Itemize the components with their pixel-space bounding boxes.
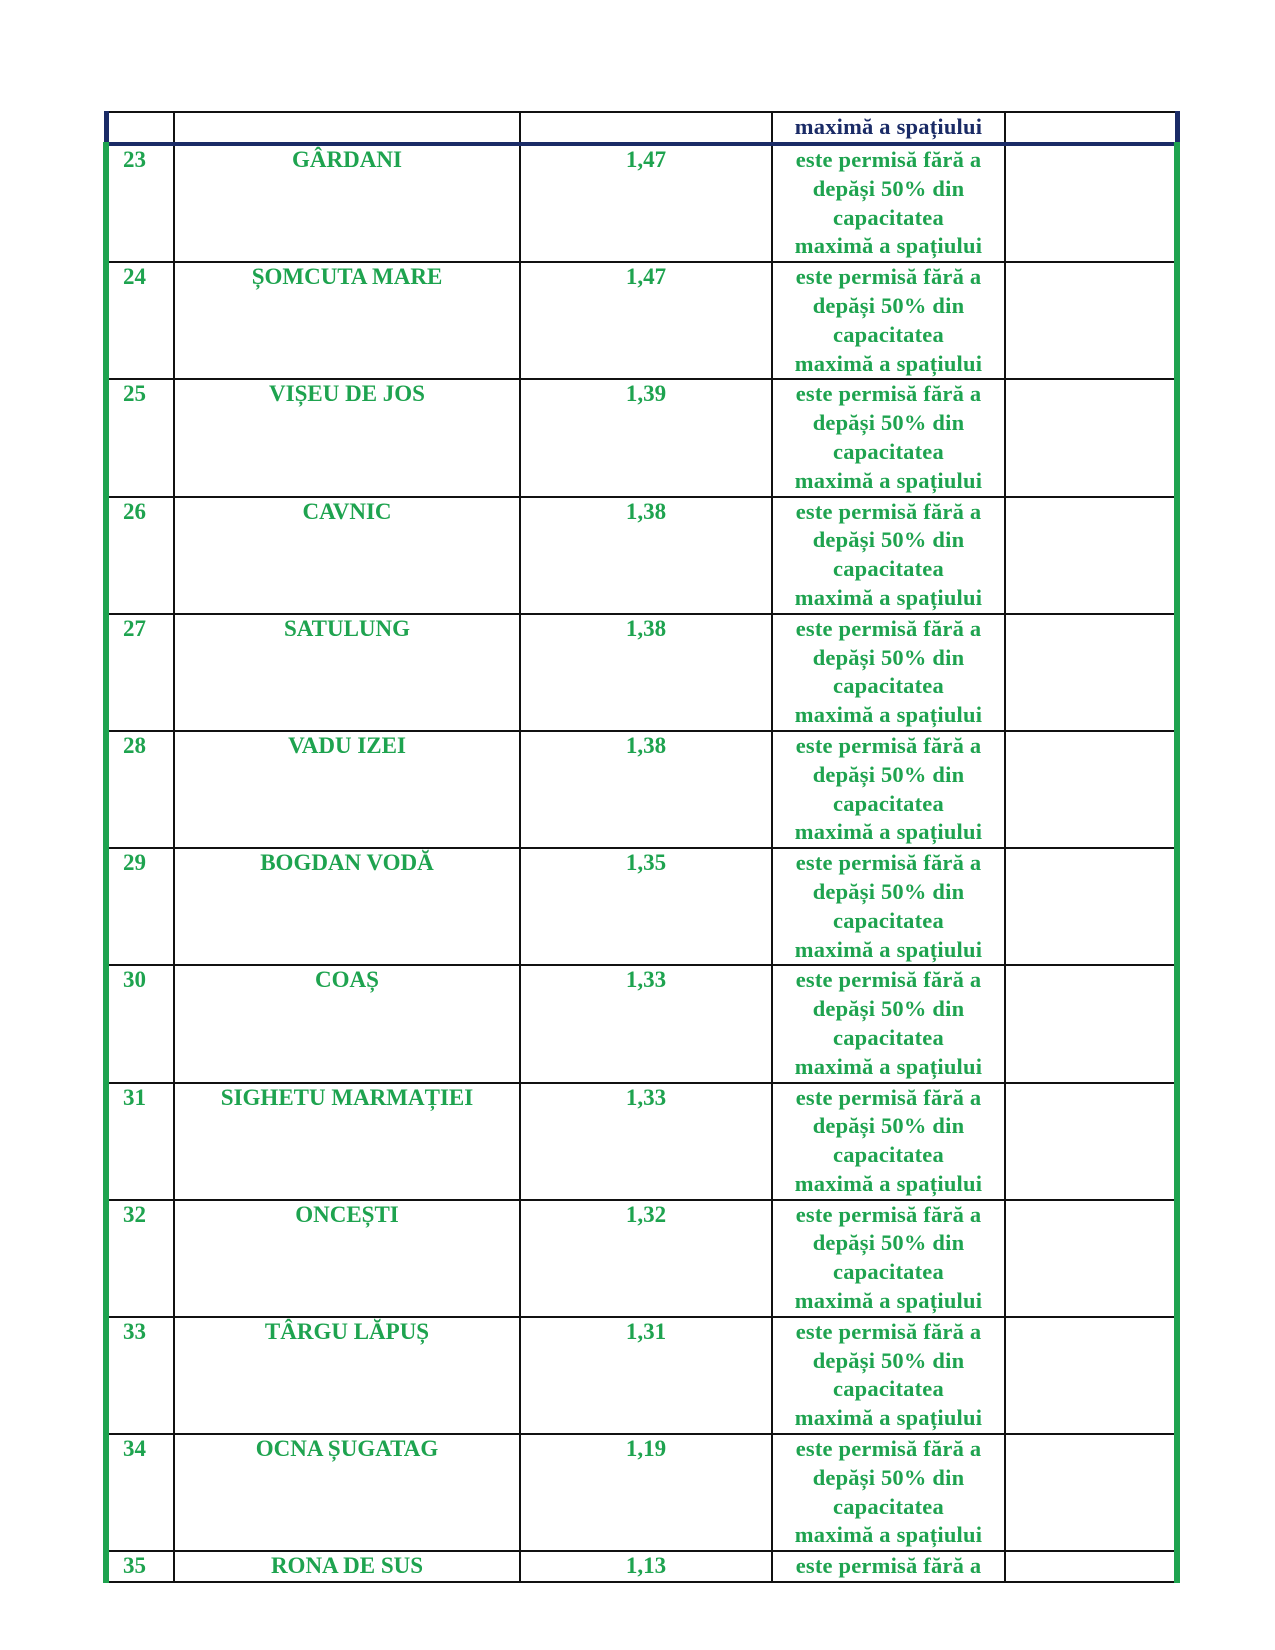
row-number-cell: 33 bbox=[106, 1317, 174, 1434]
empty-cell bbox=[1005, 497, 1177, 614]
capacity-note-cell bbox=[772, 1200, 1005, 1317]
table-row bbox=[106, 379, 1177, 496]
row-number-cell: 32 bbox=[106, 1200, 174, 1317]
empty-cell bbox=[1005, 1200, 1177, 1317]
empty-cell bbox=[1005, 1317, 1177, 1434]
capacity-note-cell bbox=[772, 1434, 1005, 1551]
rate-value-cell: 1,38 bbox=[520, 497, 772, 614]
locality-name-cell: TÂRGU LĂPUȘ bbox=[174, 1317, 520, 1434]
capacity-note-line: depăși 50% din bbox=[812, 292, 965, 318]
capacity-note-cell: este permisă fără a bbox=[772, 1551, 1005, 1582]
capacity-note-cell bbox=[772, 1317, 1005, 1434]
locality-name-cell: BOGDAN VODĂ bbox=[174, 848, 520, 965]
capacity-note-line: capacitatea bbox=[833, 1142, 944, 1168]
row-number-cell: 23 bbox=[106, 144, 174, 262]
capacity-note-line: depăși 50% din bbox=[812, 1347, 965, 1373]
capacity-note-line: maximă a spațiului bbox=[794, 1522, 983, 1548]
header-note-cell: maximă a spațiului bbox=[772, 112, 1005, 144]
capacity-note-line: maximă a spațiului bbox=[794, 936, 983, 962]
row-number-cell: 24 bbox=[106, 262, 174, 379]
capacity-note-cell bbox=[772, 144, 1005, 262]
capacity-note-line: este permisă fără a bbox=[795, 1201, 982, 1227]
capacity-note-cell bbox=[772, 614, 1005, 731]
empty-cell bbox=[1005, 731, 1177, 848]
table-row bbox=[106, 614, 1177, 731]
capacity-note-cell bbox=[772, 965, 1005, 1082]
empty-cell bbox=[1005, 848, 1177, 965]
capacity-note-line: este permisă fără a bbox=[795, 850, 982, 876]
capacity-note-cell bbox=[772, 497, 1005, 614]
rate-value-cell: 1,32 bbox=[520, 1200, 772, 1317]
capacity-note-line: maximă a spațiului bbox=[794, 1170, 983, 1196]
empty-cell bbox=[1005, 262, 1177, 379]
capacity-note-line: este permisă fără a bbox=[795, 498, 982, 524]
capacity-note-line: depăși 50% din bbox=[812, 996, 965, 1022]
empty-cell bbox=[1005, 1083, 1177, 1200]
table-row bbox=[106, 965, 1177, 1082]
row-number-cell: 35 bbox=[106, 1551, 174, 1582]
capacity-note-line: capacitatea bbox=[833, 438, 944, 464]
header-nr-cell bbox=[106, 112, 174, 144]
rate-value-cell: 1,47 bbox=[520, 262, 772, 379]
row-number-cell: 34 bbox=[106, 1434, 174, 1551]
capacity-note-line: maximă a spațiului bbox=[794, 819, 983, 845]
locality-name-cell: RONA DE SUS bbox=[174, 1551, 520, 1582]
row-number-cell: 28 bbox=[106, 731, 174, 848]
capacity-note-line: capacitatea bbox=[833, 1259, 944, 1285]
empty-cell bbox=[1005, 1434, 1177, 1551]
capacity-note-line: capacitatea bbox=[833, 1493, 944, 1519]
capacity-note-line: este permisă fără a bbox=[795, 1436, 982, 1462]
capacity-note-line: capacitatea bbox=[833, 907, 944, 933]
table-row bbox=[106, 1551, 1177, 1582]
table-row bbox=[106, 497, 1177, 614]
locality-name-cell: SIGHETU MARMAȚIEI bbox=[174, 1083, 520, 1200]
capacity-note-line: capacitatea bbox=[833, 1024, 944, 1050]
table-row bbox=[106, 848, 1177, 965]
header-localitate-cell bbox=[174, 112, 520, 144]
localities-table bbox=[103, 111, 1180, 1583]
capacity-note-line: depăși 50% din bbox=[812, 527, 965, 553]
empty-cell bbox=[1005, 965, 1177, 1082]
capacity-note-line: maximă a spațiului bbox=[794, 350, 983, 376]
capacity-note-line: capacitatea bbox=[833, 790, 944, 816]
row-number-cell: 30 bbox=[106, 965, 174, 1082]
capacity-note-line: capacitatea bbox=[833, 556, 944, 582]
row-number-cell: 27 bbox=[106, 614, 174, 731]
capacity-note-line: este permisă fără a bbox=[795, 1318, 982, 1344]
capacity-note-line: este permisă fără a bbox=[795, 147, 982, 172]
table-row bbox=[106, 1083, 1177, 1200]
rate-value-cell: 1,35 bbox=[520, 848, 772, 965]
capacity-note-line: depăși 50% din bbox=[812, 1464, 965, 1490]
table-row bbox=[106, 731, 1177, 848]
capacity-note-line: capacitatea bbox=[833, 204, 944, 230]
rate-value-cell: 1,31 bbox=[520, 1317, 772, 1434]
capacity-note-cell bbox=[772, 379, 1005, 496]
locality-name-cell: ȘOMCUTA MARE bbox=[174, 262, 520, 379]
capacity-note-line: maximă a spațiului bbox=[794, 233, 983, 259]
capacity-note-line: capacitatea bbox=[833, 1376, 944, 1402]
capacity-note-line: este permisă fără a bbox=[795, 381, 982, 407]
table-row bbox=[106, 262, 1177, 379]
header-rata-cell bbox=[520, 112, 772, 144]
capacity-note-line: maximă a spațiului bbox=[794, 584, 983, 610]
empty-cell bbox=[1005, 614, 1177, 731]
locality-name-cell: COAȘ bbox=[174, 965, 520, 1082]
capacity-note-line: depăși 50% din bbox=[812, 1230, 965, 1256]
capacity-note-line: depăși 50% din bbox=[812, 761, 965, 787]
rate-value-cell: 1,19 bbox=[520, 1434, 772, 1551]
locality-name-cell: OCNA ȘUGATAG bbox=[174, 1434, 520, 1551]
capacity-note-line: este permisă fără a bbox=[795, 732, 982, 758]
capacity-note-line: capacitatea bbox=[833, 321, 944, 347]
capacity-note-line: este permisă fără a bbox=[795, 615, 982, 641]
capacity-note-line: depăși 50% din bbox=[812, 878, 965, 904]
capacity-note-line: maximă a spațiului bbox=[794, 1288, 983, 1314]
rate-value-cell: 1,38 bbox=[520, 614, 772, 731]
locality-name-cell: VIȘEU DE JOS bbox=[174, 379, 520, 496]
capacity-note-line: depăși 50% din bbox=[812, 644, 965, 670]
table-row bbox=[106, 144, 1177, 262]
document-table-container bbox=[103, 111, 1174, 1583]
row-number-cell: 25 bbox=[106, 379, 174, 496]
capacity-note-line: depăși 50% din bbox=[812, 175, 965, 201]
rate-value-cell: 1,13 bbox=[520, 1551, 772, 1582]
capacity-note-line: maximă a spațiului bbox=[794, 467, 983, 493]
row-number-cell: 31 bbox=[106, 1083, 174, 1200]
capacity-note-line: maximă a spațiului bbox=[794, 1053, 983, 1079]
header-empty-cell bbox=[1005, 112, 1177, 144]
empty-cell bbox=[1005, 1551, 1177, 1582]
table-row bbox=[106, 1200, 1177, 1317]
capacity-note-line: capacitatea bbox=[833, 673, 944, 699]
table-row bbox=[106, 1317, 1177, 1434]
rate-value-cell: 1,33 bbox=[520, 965, 772, 1082]
rate-value-cell: 1,33 bbox=[520, 1083, 772, 1200]
capacity-note-line: este permisă fără a bbox=[795, 264, 982, 290]
capacity-note-cell bbox=[772, 731, 1005, 848]
capacity-note-line: depăși 50% din bbox=[812, 410, 965, 436]
capacity-note-cell bbox=[772, 262, 1005, 379]
locality-name-cell: CAVNIC bbox=[174, 497, 520, 614]
capacity-note-line: este permisă fără a bbox=[795, 1084, 982, 1110]
rate-value-cell: 1,39 bbox=[520, 379, 772, 496]
locality-name-cell: ONCEȘTI bbox=[174, 1200, 520, 1317]
empty-cell bbox=[1005, 379, 1177, 496]
capacity-note-line: depăși 50% din bbox=[812, 1113, 965, 1139]
locality-name-cell: VADU IZEI bbox=[174, 731, 520, 848]
locality-name-cell: SATULUNG bbox=[174, 614, 520, 731]
capacity-note-line: maximă a spațiului bbox=[794, 1405, 983, 1431]
header-continuation-row bbox=[106, 112, 1177, 144]
table-row bbox=[106, 1434, 1177, 1551]
rate-value-cell: 1,38 bbox=[520, 731, 772, 848]
capacity-note-line: maximă a spațiului bbox=[794, 702, 983, 728]
rate-value-cell: 1,47 bbox=[520, 144, 772, 262]
locality-name-cell: GÂRDANI bbox=[174, 144, 520, 262]
row-number-cell: 26 bbox=[106, 497, 174, 614]
capacity-note-line: este permisă fără a bbox=[795, 967, 982, 993]
row-number-cell: 29 bbox=[106, 848, 174, 965]
empty-cell bbox=[1005, 144, 1177, 262]
capacity-note-cell bbox=[772, 1083, 1005, 1200]
capacity-note-cell bbox=[772, 848, 1005, 965]
